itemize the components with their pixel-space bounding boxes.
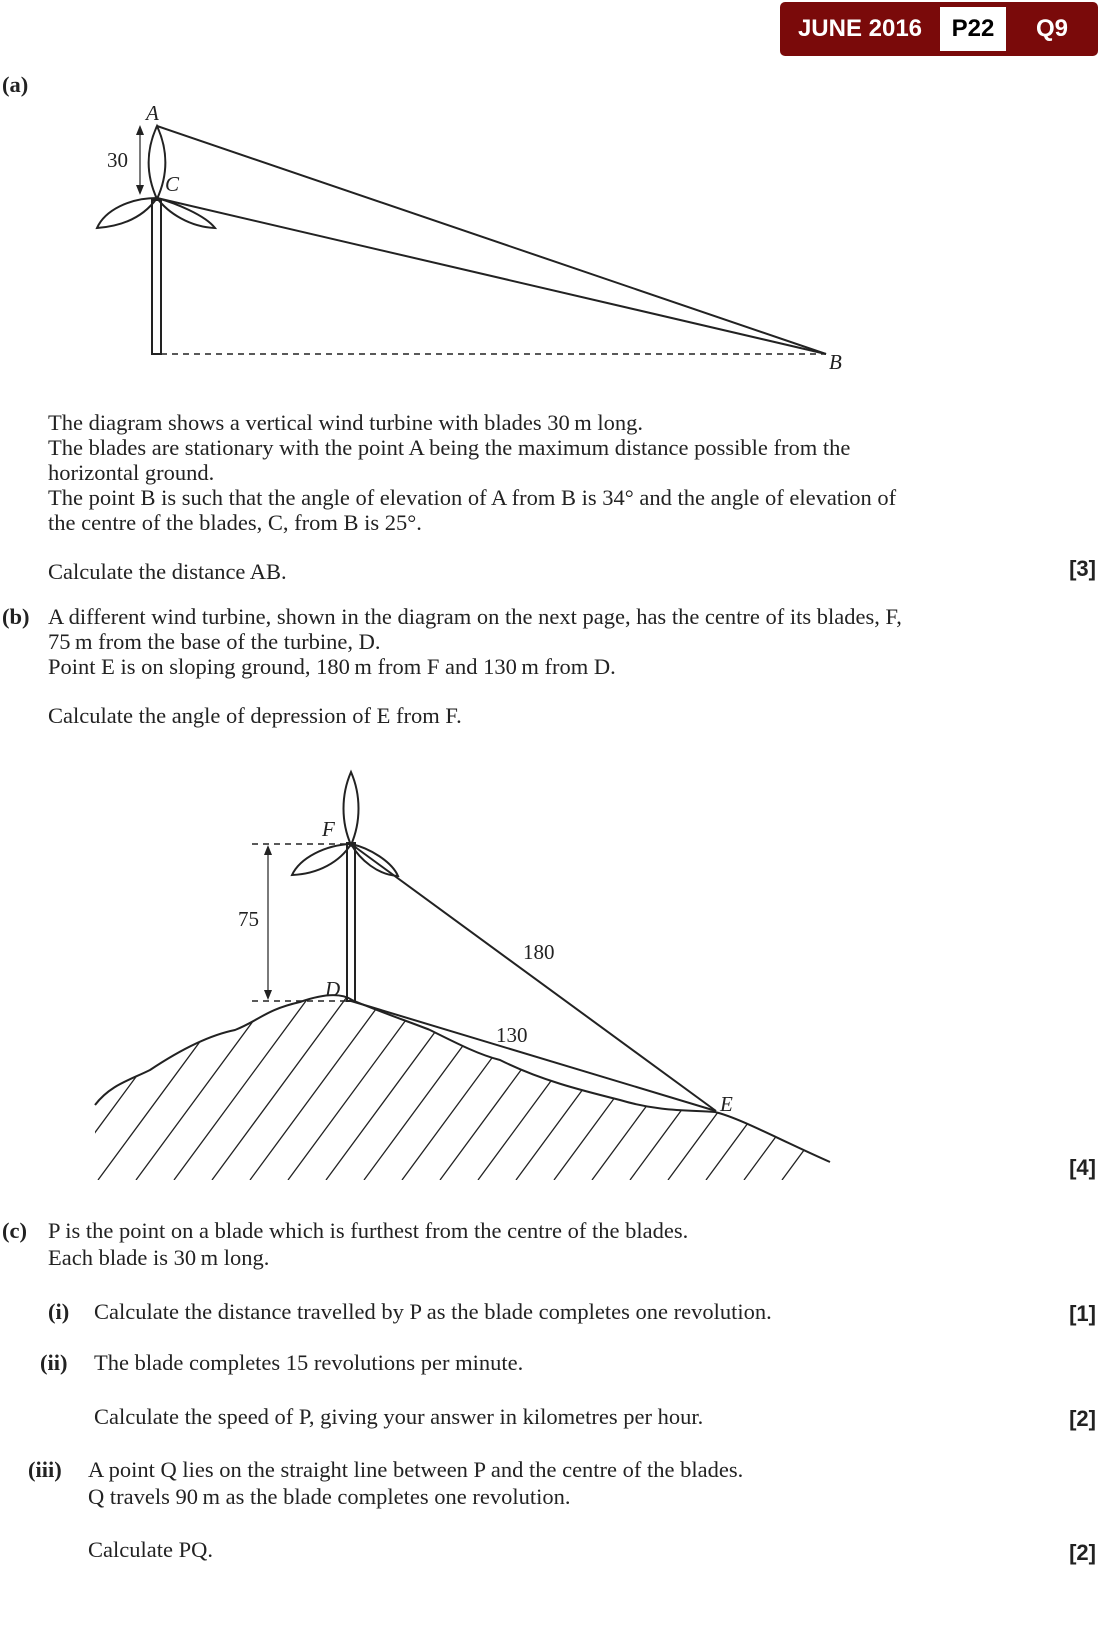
part-c-i-marks: [1]	[1069, 1301, 1096, 1326]
label-F: F	[322, 817, 335, 841]
part-c-ii-instruction: Calculate the speed of P, giving your answer in kilometres per hour.	[94, 1404, 704, 1429]
session-label: JUNE 2016	[797, 15, 923, 42]
part-b-instruction: Calculate the angle of depression of E from F.	[48, 703, 462, 728]
diagram-b	[60, 772, 922, 1180]
part-c-line-2: Each blade is 30 m long.	[48, 1245, 270, 1270]
label-C: C	[165, 172, 180, 196]
label-130: 130	[496, 1023, 528, 1047]
part-a-label: (a)	[2, 72, 29, 97]
part-c-iii-line-1: A point Q lies on the straight line between P and the centre of the blades.	[88, 1457, 744, 1482]
label-E: E	[720, 1092, 733, 1116]
part-b-label: (b)	[2, 604, 30, 629]
part-c-ii-label: (ii)	[40, 1350, 68, 1375]
question-label: Q9	[1035, 15, 1068, 42]
label-B: B	[829, 350, 842, 374]
part-a-instruction: Calculate the distance AB.	[48, 559, 287, 584]
diagram-a	[97, 125, 826, 354]
part-c-i-label: (i)	[48, 1299, 70, 1324]
part-c-iii-label: (iii)	[28, 1457, 62, 1482]
part-c-label: (c)	[2, 1218, 27, 1243]
part-c-iii-instruction: Calculate PQ.	[88, 1537, 213, 1562]
part-a-line-5: the centre of the blades, C, from B is 25°.	[48, 510, 422, 535]
part-b-line-3: Point E is on sloping ground, 180 m from F and 130 m from D.	[48, 654, 616, 679]
part-c-i-line: Calculate the distance travelled by P as the blade completes one revolution.	[94, 1299, 772, 1324]
part-b-marks: [4]	[1069, 1155, 1096, 1180]
label-D: D	[325, 977, 341, 1001]
part-c-line-1: P is the point on a blade which is furthest from the centre of the blades.	[48, 1218, 689, 1243]
label-180: 180	[523, 940, 555, 964]
part-c-iii-line-2: Q travels 90 m as the blade completes one revolution.	[88, 1484, 571, 1509]
part-a-marks: [3]	[1069, 556, 1096, 581]
label-75: 75	[238, 907, 259, 931]
part-b-line-1: A different wind turbine, shown in the diagram on the next page, has the centre of its blades, F,	[48, 604, 902, 629]
label-A: A	[146, 101, 159, 125]
part-a-line-3: horizontal ground.	[48, 460, 215, 485]
part-a-line-2: The blades are stationary with the point A being the maximum distance possible from the	[48, 435, 851, 460]
paper-label: P22	[940, 7, 1006, 51]
part-a-line-4: The point B is such that the angle of elevation of A from B is 34° and the angle of elevation of	[48, 485, 897, 510]
label-blade-30: 30	[107, 148, 128, 172]
part-a-line-1: The diagram shows a vertical wind turbine with blades 30 m long.	[48, 410, 643, 435]
part-c-ii-marks: [2]	[1069, 1406, 1096, 1431]
part-c-ii-line: The blade completes 15 revolutions per minute.	[94, 1350, 524, 1375]
part-c-iii-marks: [2]	[1069, 1540, 1096, 1565]
part-b-line-2: 75 m from the base of the turbine, D.	[48, 629, 381, 654]
